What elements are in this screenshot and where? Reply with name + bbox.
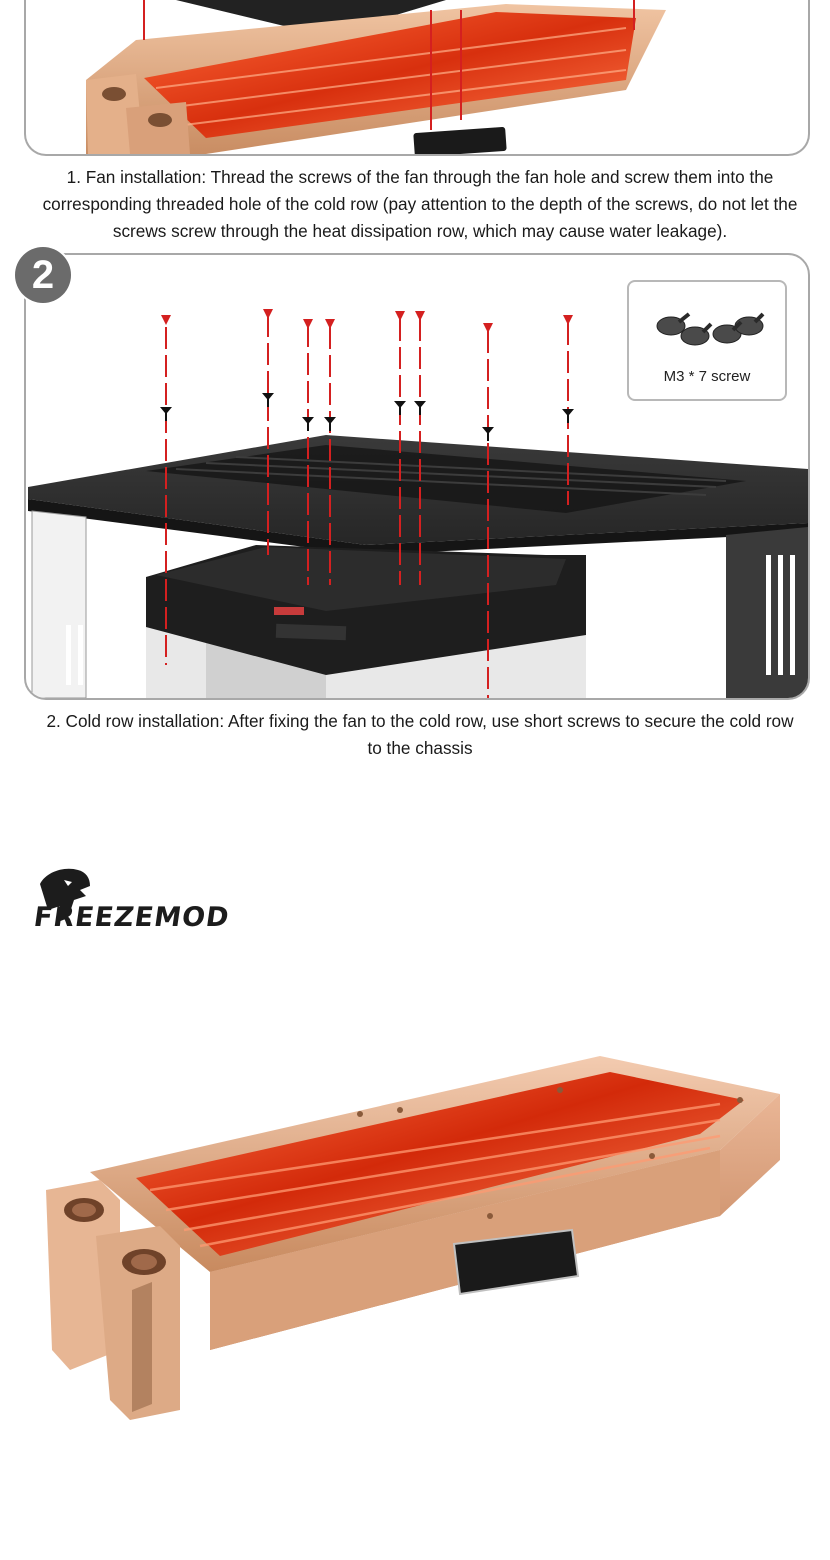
step2-caption: 2. Cold row installation: After fixing the fan to the cold row, use short screws to secure the cold row to the chassis (46, 711, 794, 758)
fan-on-radiator-illustration (26, 0, 808, 154)
brand-name: FREEZEMOD (31, 902, 232, 933)
radiator-product-image (40, 1050, 800, 1430)
screws-icon (629, 282, 785, 362)
screw-spec-label: M3 * 7 screw (663, 368, 751, 385)
step2-number-badge: 2 (15, 247, 71, 303)
step1-caption: 1. Fan installation: Thread the screws of the fan through the fan hole and screw them into the corresponding threaded hole of the cold row (pay attention to the depth of the screws, do not let the screws screw through the heat dissipation row, which may cause water leakage). (42, 167, 798, 241)
step1-illustration-panel (24, 0, 810, 156)
screw-spec-box (627, 280, 787, 401)
